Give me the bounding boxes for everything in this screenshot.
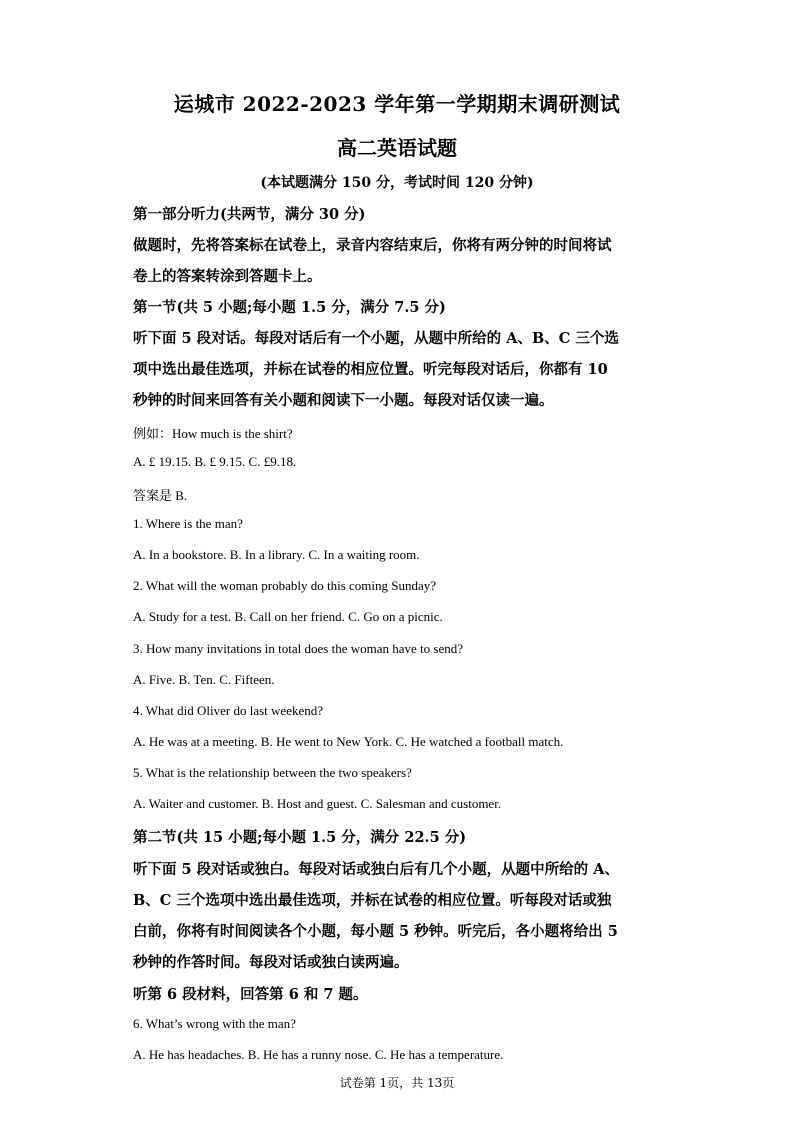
- question-3: 3. How many invitations in total does the woman have to send?: [133, 641, 463, 656]
- section1-instruction-line: 秒钟的时间来回答有关小题和阅读下一小题。每段对话仅读一遍。: [133, 392, 554, 409]
- example-options: A. £ 19.15. B. £ 9.15. C. £9.18.: [133, 454, 297, 469]
- page-footer: 试卷第 1页，共 13页: [339, 1076, 455, 1090]
- section2-instruction-line: B、C 三个选项中选出最佳选项，并标在试卷的相应位置。听每段对话或独: [133, 892, 612, 909]
- question-6-options: A. He has headaches. B. He has a runny nose. C. He has a temperature.: [133, 1047, 504, 1062]
- question-6: 6. What’s wrong with the man?: [133, 1016, 296, 1031]
- part1-instruction-line: 做题时，先将答案标在试卷上，录音内容结束后，你将有两分钟的时间将试: [133, 237, 612, 254]
- section1-instruction-line: 听下面 5 段对话。每段对话后有一个小题，从题中所给的 A、B、C 三个选: [133, 330, 619, 347]
- example-question: 例如：How much is the shirt?: [133, 426, 293, 441]
- section2-instruction-line: 听下面 5 段对话或独白。每段对话或独白后有几个小题，从题中所给的 A、: [133, 861, 619, 878]
- question-1: 1. Where is the man?: [133, 516, 243, 531]
- section1-instruction-line: 项中选出最佳选项，并标在试卷的相应位置。听完每段对话后，你都有 10: [133, 361, 608, 378]
- section1-heading: 第一节(共 5 小题;每小题 1.5 分，满分 7.5 分): [133, 299, 446, 316]
- question-5: 5. What is the relationship between the two speakers?: [133, 765, 412, 780]
- question-2: 2. What will the woman probably do this coming Sunday?: [133, 578, 437, 593]
- exam-title: 运城市 2022-2023 学年第一学期期末调研测试: [173, 92, 621, 116]
- question-5-options: A. Waiter and customer. B. Host and guest. C. Salesman and customer.: [133, 796, 502, 811]
- example-answer: 答案是 B.: [133, 488, 188, 503]
- question-3-options: A. Five. B. Ten. C. Fifteen.: [133, 672, 275, 687]
- exam-note: (本试题满分 150 分，考试时间 120 分钟): [260, 175, 534, 191]
- question-4-options: A. He was at a meeting. B. He went to New York. C. He watched a football match.: [133, 734, 564, 749]
- question-2-options: A. Study for a test. B. Call on her friend. C. Go on a picnic.: [133, 609, 443, 624]
- question-1-options: A. In a bookstore. B. In a library. C. In a waiting room.: [133, 547, 420, 562]
- section2-instruction-line: 秒钟的作答时间。每段对话或独白读两遍。: [133, 954, 409, 971]
- exam-subtitle: 高二英语试题: [337, 136, 457, 160]
- section2-heading: 第二节(共 15 小题;每小题 1.5 分，满分 22.5 分): [133, 829, 467, 846]
- question-4: 4. What did Oliver do last weekend?: [133, 703, 324, 718]
- section2-instruction-line: 白前，你将有时间阅读各个小题，每小题 5 秒钟。听完后，各小题将给出 5: [133, 923, 618, 940]
- material-heading: 听第 6 段材料，回答第 6 和 7 题。: [133, 986, 368, 1003]
- part1-instruction-line: 卷上的答案转涂到答题卡上。: [133, 268, 322, 285]
- part1-heading: 第一部分听力(共两节，满分 30 分): [133, 206, 366, 223]
